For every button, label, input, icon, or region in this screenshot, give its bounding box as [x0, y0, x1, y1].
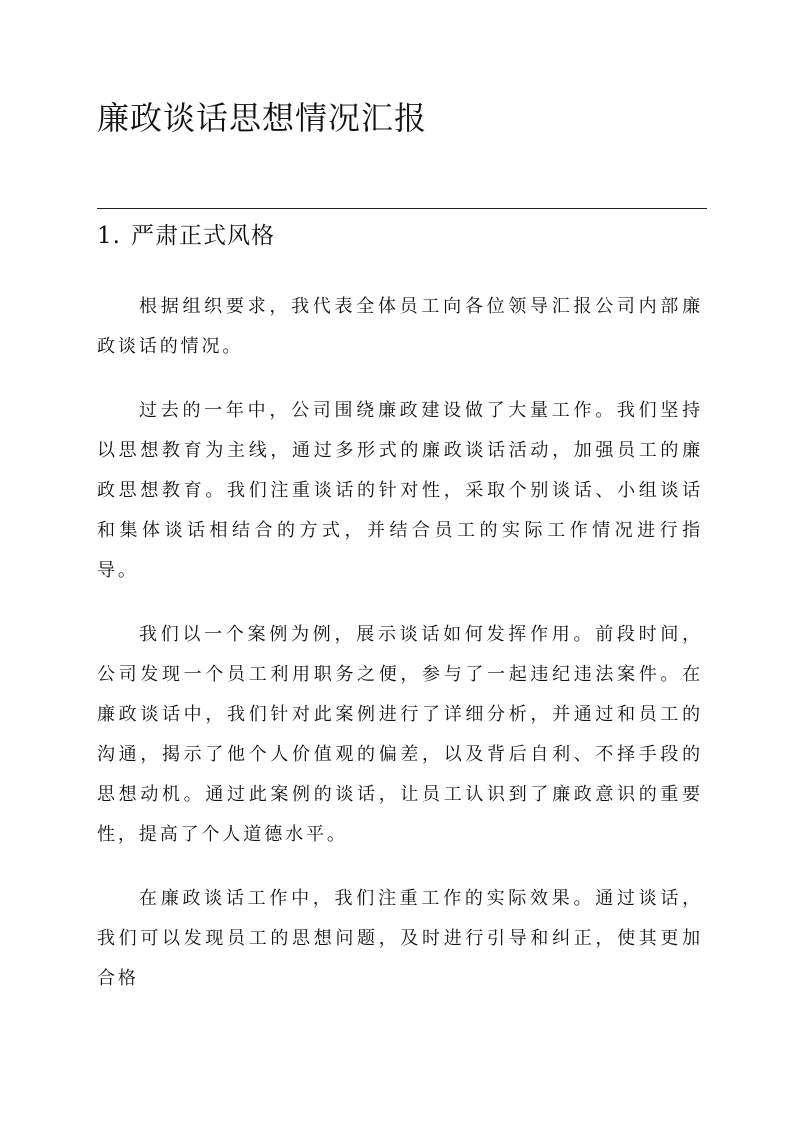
- paragraph: 在廉政谈话工作中，我们注重工作的实际效果。通过谈话，我们可以发现员工的思想问题，及时进行引导和纠正，使其更加合格: [97, 888, 703, 989]
- section-heading: [97, 216, 275, 256]
- document-title: 廉政谈话思想情况汇报: [97, 99, 428, 137]
- section-number: 1.: [97, 223, 121, 249]
- title-divider: [97, 208, 707, 209]
- document-body: [97, 287, 703, 1023]
- section-title: 严肃正式风格: [131, 223, 275, 249]
- paragraph: 根据组织要求，我代表全体员工向各位领导汇报公司内部廉政谈话的情况。: [97, 296, 703, 357]
- paragraph: 过去的一年中，公司围绕廉政建设做了大量工作。我们坚持以思想教育为主线，通过多形式的廉政谈话活动，加强员工的廉政思想教育。我们注重谈话的针对性，采取个别谈话、小组谈话和集体谈话相结合的方式，并结合员工的实际工作情况进行指导。: [97, 400, 703, 581]
- paragraph: 我们以一个案例为例，展示谈话如何发挥作用。前段时间，公司发现一个员工利用职务之便，参与了一起违纪违法案件。在廉政谈话中，我们针对此案例进行了详细分析，并通过和员工的沟通，揭示了他个人价值观的偏差，以及背后自利、不择手段的思想动机。通过此案例的谈话，让员工认识到了廉政意识的重要性，提高了个人道德水平。: [97, 624, 703, 845]
